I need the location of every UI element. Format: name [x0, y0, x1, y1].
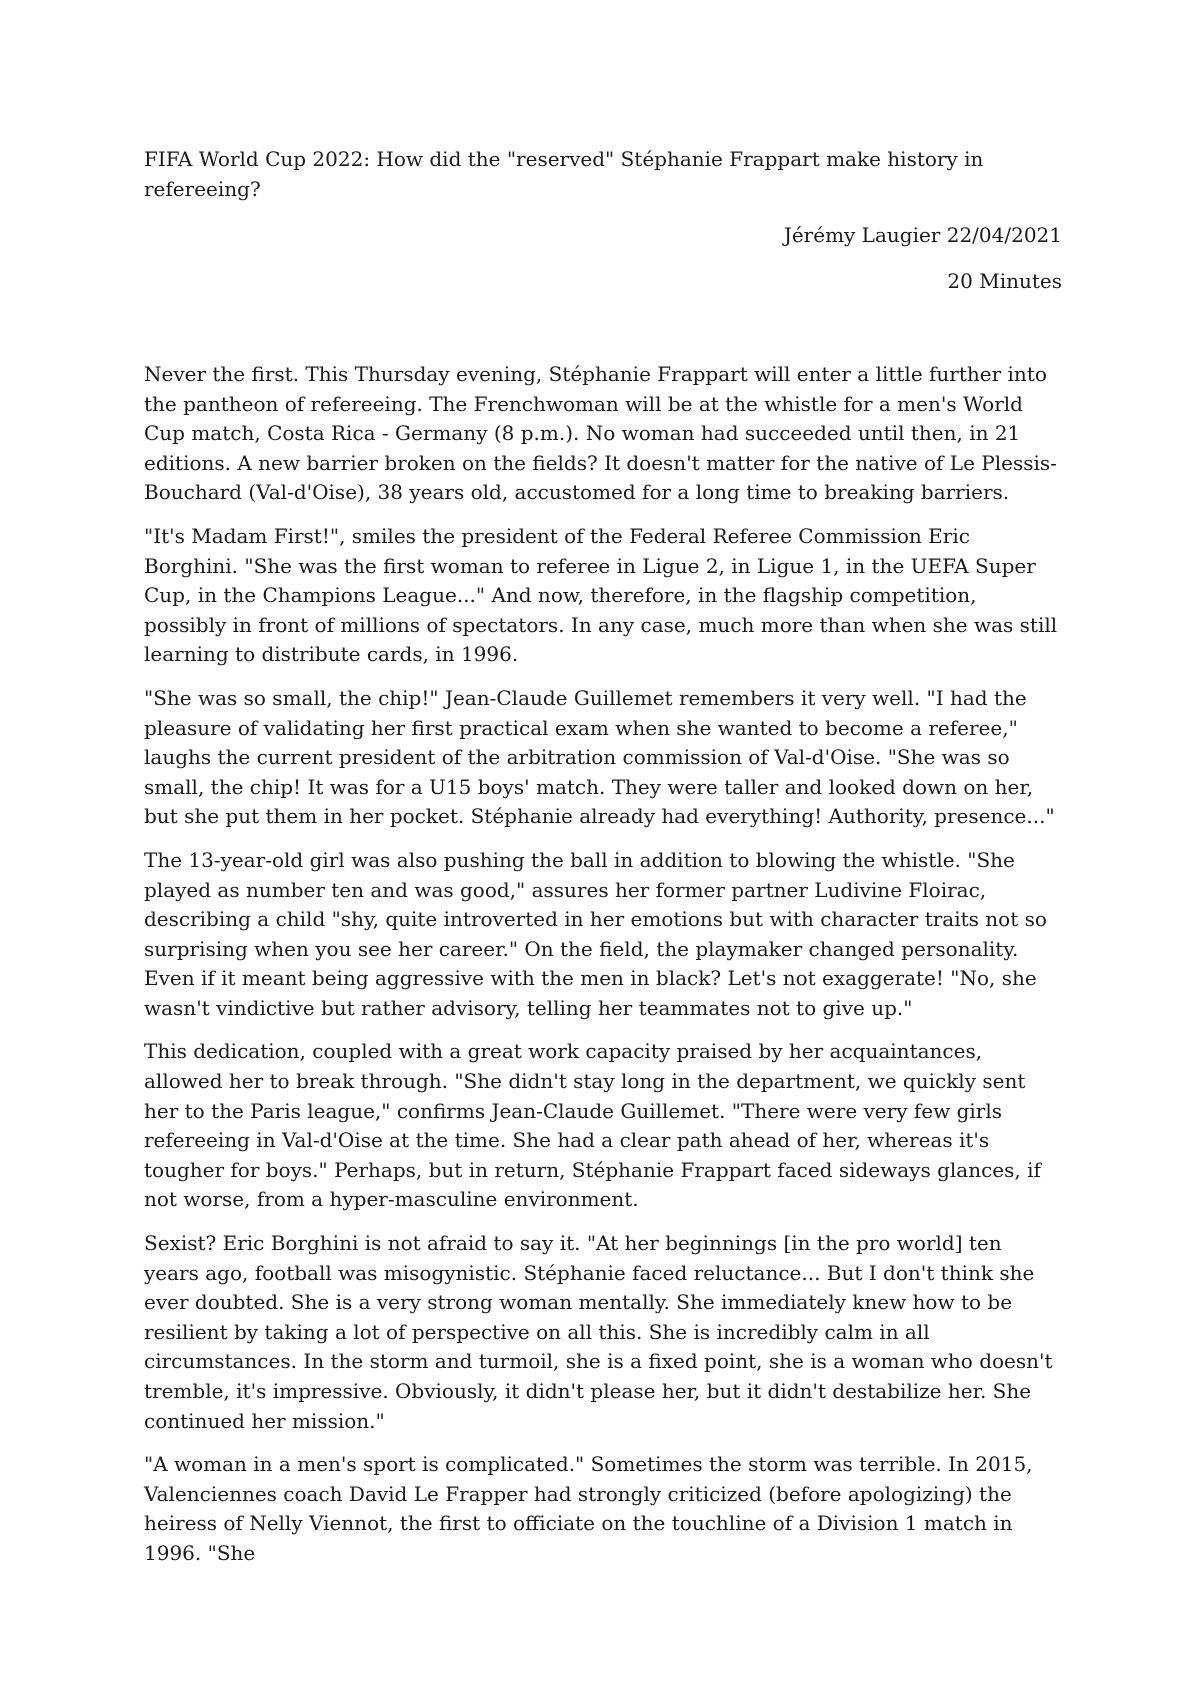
source-name: 20 Minutes — [947, 269, 1062, 293]
paragraph: "A woman in a men's sport is complicated." Sometimes the storm was terrible. In 2015, Valenciennes coach David Le Frapper had strongly criticized (before apologizing) the heiress of Nelly Viennot, the first to officiate on the touchline of a Division 1 match in 1996. "She — [144, 1452, 1033, 1565]
paragraph: "It's Madam First!", smiles the president of the Federal Referee Commission Eric Borghini. "She was the first woman to referee in Ligue 2, in Ligue 1, in the UEFA Super Cup, in the Champions League..." And now, therefore, in the flagship competition, possibly in front of millions of spectators. In any case, much more than when she was still learning to distribute cards, in 1996. — [144, 523, 1058, 667]
article-title: FIFA World Cup 2022: How did the "reserved" Stéphanie Frappart make history in refereeing? — [144, 147, 984, 201]
paragraph: "She was so small, the chip!" Jean-Claude Guillemet remembers it very well. "I had the pleasure of validating her first practical exam when she wanted to become a referee," laughs the current president of the arbitration commission of Val-d'Oise. "She was so small, the chip! It was for a U15 boys' match. They were taller and looked down on her, but she put them in her pocket. Stéphanie already had everything! Authority, presence..." — [144, 685, 1055, 829]
paragraph: This dedication, coupled with a great work capacity praised by her acquaintances, allowed her to break through. "She didn't stay long in the department, we quickly sent her to the Paris league," confirms Jean-Claude Guillemet. "There were very few girls refereeing in Val-d'Oise at the time. She had a clear path ahead of her, whereas it's tougher for boys." Perhaps, but in return, Stéphanie Frappart faced sideways glances, if not worse, from a hyper-masculine environment. — [144, 1039, 1041, 1212]
paragraph: Sexist? Eric Borghini is not afraid to say it. "At her beginnings [in the pro world] ten years ago, football was misogynistic. Stéphanie faced reluctance... But I don't think she ever doubted. She is a very strong woman mentally. She immediately knew how to be resilient by taking a lot of perspective on all this. She is incredibly calm in all circumstances. In the storm and turmoil, she is a fixed point, she is a woman who doesn't tremble, it's impressive. Obviously, it didn't please her, but it didn't destabilize her. She continued her mission." — [144, 1231, 1053, 1433]
paragraph: Never the first. This Thursday evening, Stéphanie Frappart will enter a little further into the pantheon of refereeing. The Frenchwoman will be at the whistle for a men's World Cup match, Costa Rica - Germany (8 p.m.). No woman had succeeded until then, in 21 editions. A new barrier broken on the fields? It doesn't matter for the native of Le Plessis-Bouchard (Val-d'Oise), 38 years old, accustomed for a long time to breaking barriers. — [144, 362, 1057, 505]
document-page — [144, 144, 1062, 1583]
paragraph: The 13-year-old girl was also pushing the ball in addition to blowing the whistle. "She played as number ten and was good," assures her former partner Ludivine Floirac, describing a child "shy, quite introverted in her emotions but with character traits not so surprising when you see her career." On the field, the playmaker changed personality. Even if it meant being aggressive with the men in black? Let's not exaggerate! "No, she wasn't vindictive but rather advisory, telling her teammates not to give up." — [144, 847, 1047, 1020]
author-date: Jérémy Laugier 22/04/2021 — [783, 223, 1062, 247]
